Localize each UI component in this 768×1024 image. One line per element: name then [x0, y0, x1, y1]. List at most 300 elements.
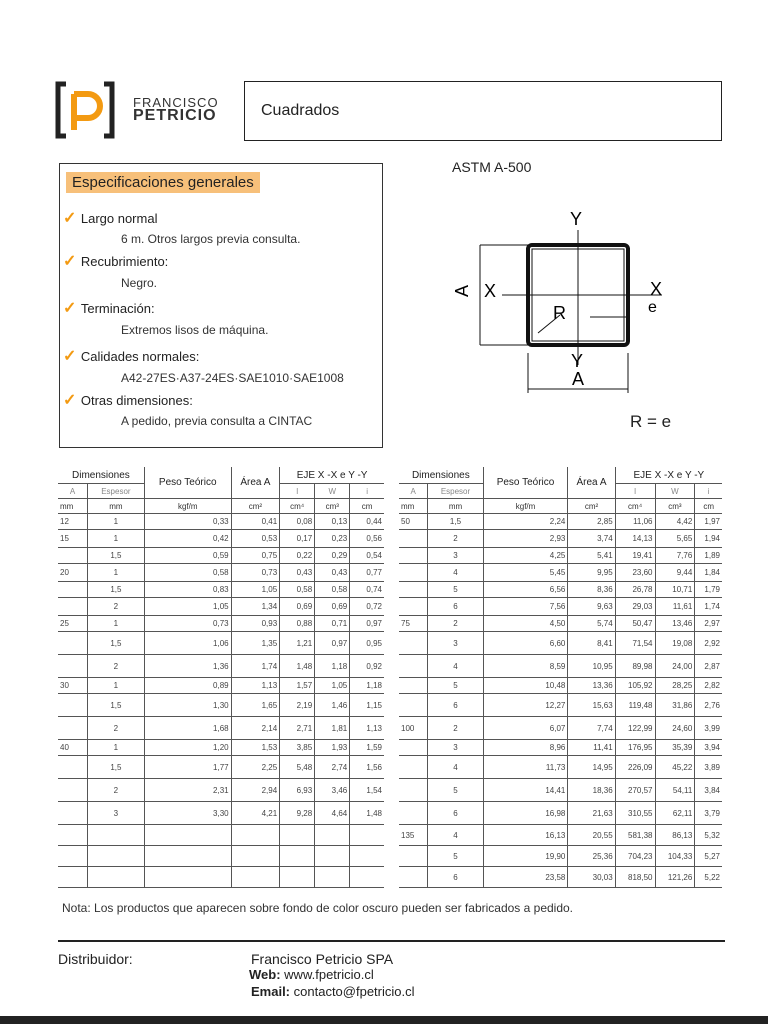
- table-cell: 3,84: [695, 779, 722, 802]
- table-cell: 8,41: [568, 632, 615, 655]
- unit: cm⁴: [615, 499, 655, 514]
- table-cell: 1,36: [144, 655, 231, 678]
- table-cell: 7,76: [655, 548, 695, 564]
- table-cell: [350, 825, 384, 846]
- table-cell: 12,27: [483, 694, 568, 717]
- table-row: [399, 846, 722, 867]
- table-cell: 226,09: [615, 756, 655, 779]
- table-cell: 29,03: [615, 598, 655, 616]
- table-cell: 11,41: [568, 740, 615, 756]
- sub-a: A: [58, 484, 87, 499]
- table-cell: 1,48: [350, 802, 384, 825]
- table-cell: 3,85: [280, 740, 315, 756]
- table-cell: 0,73: [231, 564, 280, 582]
- table-cell: [58, 779, 87, 802]
- table-cell: 1,46: [315, 694, 350, 717]
- spec-item-0: [63, 208, 157, 228]
- table-cell: 0,56: [350, 530, 384, 548]
- unit: mm: [58, 499, 87, 514]
- table-row: [399, 632, 722, 655]
- table-cell: 20: [58, 564, 87, 582]
- table-cell: 5: [428, 779, 483, 802]
- table-cell: [58, 867, 87, 888]
- table-cell: 5: [428, 582, 483, 598]
- table-cell: 0,89: [144, 678, 231, 694]
- table-cell: 0,17: [280, 530, 315, 548]
- unit: cm: [350, 499, 384, 514]
- sub-i: I: [280, 484, 315, 499]
- table-cell: 0,71: [315, 616, 350, 632]
- company-logo-icon: [54, 80, 116, 140]
- table-cell: 1,84: [695, 564, 722, 582]
- table-cell: 3,79: [695, 802, 722, 825]
- table-cell: 50,47: [615, 616, 655, 632]
- table-cell: [144, 867, 231, 888]
- table-cell: [315, 825, 350, 846]
- page-title: Cuadrados: [261, 102, 340, 119]
- table-row: [399, 564, 722, 582]
- table-cell: 1,06: [144, 632, 231, 655]
- table-cell: 1,54: [350, 779, 384, 802]
- table-cell: 3: [87, 802, 144, 825]
- table-cell: 1,15: [350, 694, 384, 717]
- table-cell: 122,99: [615, 717, 655, 740]
- table-cell: 23,60: [615, 564, 655, 582]
- unit: mm: [399, 499, 428, 514]
- table-cell: 8,36: [568, 582, 615, 598]
- table-row: [58, 514, 384, 530]
- unit: kgf/m: [483, 499, 568, 514]
- table-cell: [58, 548, 87, 564]
- table-cell: 19,90: [483, 846, 568, 867]
- check-icon: ✓: [63, 300, 77, 317]
- table-cell: 75: [399, 616, 428, 632]
- table-cell: [399, 582, 428, 598]
- brand-name-line1: FRANCISCO: [133, 95, 219, 110]
- table-cell: [315, 846, 350, 867]
- sub-w: W: [315, 484, 350, 499]
- table-cell: [58, 598, 87, 616]
- table-cell: 1,56: [350, 756, 384, 779]
- table-cell: [399, 802, 428, 825]
- table-cell: 3: [428, 632, 483, 655]
- table-cell: 1,18: [350, 678, 384, 694]
- table-cell: [399, 740, 428, 756]
- table-cell: 1,77: [144, 756, 231, 779]
- table-cell: 0,69: [315, 598, 350, 616]
- table-cell: 11,73: [483, 756, 568, 779]
- table-row: [399, 655, 722, 678]
- table-cell: 2,14: [231, 717, 280, 740]
- table-cell: [399, 548, 428, 564]
- table-cell: 105,92: [615, 678, 655, 694]
- table-row: [58, 779, 384, 802]
- spec-value: Negro.: [121, 276, 158, 290]
- table-cell: 100: [399, 717, 428, 740]
- table-row: [399, 694, 722, 717]
- table-cell: 1,34: [231, 598, 280, 616]
- table-cell: 26,78: [615, 582, 655, 598]
- table-cell: 2: [87, 598, 144, 616]
- table-cell: 4,42: [655, 514, 695, 530]
- table-cell: 2,97: [695, 616, 722, 632]
- table-cell: 4,25: [483, 548, 568, 564]
- table-cell: 0,43: [315, 564, 350, 582]
- table-cell: 18,36: [568, 779, 615, 802]
- table-cell: 2,31: [144, 779, 231, 802]
- table-row: [399, 548, 722, 564]
- table-cell: 71,54: [615, 632, 655, 655]
- unit: cm²: [568, 499, 615, 514]
- table-cell: [399, 867, 428, 888]
- col-eje: EJE X -X e Y -Y: [615, 467, 722, 484]
- table-cell: 1,59: [350, 740, 384, 756]
- unit: cm⁴: [280, 499, 315, 514]
- unit: cm³: [315, 499, 350, 514]
- table-cell: 0,08: [280, 514, 315, 530]
- x-axis-label-right: X: [650, 279, 663, 299]
- x-axis-label-left: X: [484, 281, 497, 301]
- col-eje: EJE X -X e Y -Y: [280, 467, 384, 484]
- col-dimensiones: Dimensiones: [399, 467, 483, 484]
- table-row: [399, 717, 722, 740]
- table-row: [58, 598, 384, 616]
- table-row: [399, 678, 722, 694]
- table-cell: 0,23: [315, 530, 350, 548]
- table-cell: 9,63: [568, 598, 615, 616]
- table-cell: [350, 846, 384, 867]
- table-cell: [58, 846, 87, 867]
- table-cell: 45,22: [655, 756, 695, 779]
- table-cell: 0,72: [350, 598, 384, 616]
- spec-label: Largo normal: [80, 211, 158, 226]
- check-icon: ✓: [63, 253, 77, 270]
- dimension-a-label-left: A: [452, 284, 472, 297]
- table-row: [399, 867, 722, 888]
- table-cell: 5: [428, 678, 483, 694]
- table-cell: 1,21: [280, 632, 315, 655]
- col-area: Área A: [231, 467, 280, 499]
- table-cell: 6,07: [483, 717, 568, 740]
- table-cell: 1,5: [87, 548, 144, 564]
- table-cell: 2,19: [280, 694, 315, 717]
- table-row: [399, 779, 722, 802]
- table-cell: 0,29: [315, 548, 350, 564]
- table-row: [399, 514, 722, 530]
- table-cell: [315, 867, 350, 888]
- table-cell: 6: [428, 694, 483, 717]
- table-cell: 5,65: [655, 530, 695, 548]
- email-label: Email:: [251, 984, 291, 999]
- table-row: [58, 756, 384, 779]
- table-row: [399, 756, 722, 779]
- table-cell: 14,41: [483, 779, 568, 802]
- square-tube-section-diagram: [440, 205, 700, 400]
- table-row: [58, 548, 384, 564]
- table-cell: 1,94: [695, 530, 722, 548]
- table-cell: [58, 825, 87, 846]
- table-cell: 10,95: [568, 655, 615, 678]
- table-cell: [58, 632, 87, 655]
- table-cell: 20,55: [568, 825, 615, 846]
- table-cell: 40: [58, 740, 87, 756]
- email-link[interactable]: contacto@fpetricio.cl: [293, 984, 415, 999]
- table-cell: 2: [87, 655, 144, 678]
- table-cell: 15,63: [568, 694, 615, 717]
- table-row: [399, 530, 722, 548]
- table-cell: 6: [428, 598, 483, 616]
- table-cell: 0,69: [280, 598, 315, 616]
- table-cell: 0,97: [350, 616, 384, 632]
- sub-a: A: [399, 484, 428, 499]
- table-cell: 2,25: [231, 756, 280, 779]
- table-body-left: [58, 514, 384, 888]
- col-dimensiones: Dimensiones: [58, 467, 144, 484]
- table-cell: [58, 802, 87, 825]
- table-cell: 270,57: [615, 779, 655, 802]
- spec-item-4: [63, 390, 193, 410]
- table-cell: 1,5: [87, 632, 144, 655]
- col-peso: Peso Teórico: [144, 467, 231, 499]
- table-cell: 1,30: [144, 694, 231, 717]
- table-cell: 9,95: [568, 564, 615, 582]
- table-row: [58, 582, 384, 598]
- table-cell: 0,13: [315, 514, 350, 530]
- table-cell: [144, 825, 231, 846]
- spec-label: Terminación:: [80, 301, 155, 316]
- table-cell: 15: [58, 530, 87, 548]
- table-cell: 1,97: [695, 514, 722, 530]
- table-cell: 1,18: [315, 655, 350, 678]
- sub-ri: i: [695, 484, 722, 499]
- table-cell: 3,30: [144, 802, 231, 825]
- table-cell: 4: [428, 756, 483, 779]
- table-cell: 3: [428, 548, 483, 564]
- table-cell: 0,83: [144, 582, 231, 598]
- table-cell: 818,50: [615, 867, 655, 888]
- table-cell: 0,88: [280, 616, 315, 632]
- spec-item-3: [63, 346, 199, 366]
- table-cell: 24,60: [655, 717, 695, 740]
- table-row: [58, 867, 384, 888]
- y-axis-label-bottom: Y: [571, 351, 584, 371]
- table-cell: 1,05: [231, 582, 280, 598]
- standard-label: ASTM A-500: [452, 159, 532, 175]
- sub-ri: i: [350, 484, 384, 499]
- table-cell: 2,24: [483, 514, 568, 530]
- table-cell: 0,95: [350, 632, 384, 655]
- table-cell: [231, 825, 280, 846]
- table-cell: [87, 825, 144, 846]
- table-cell: 0,53: [231, 530, 280, 548]
- table-cell: 0,41: [231, 514, 280, 530]
- table-row: [58, 655, 384, 678]
- table-cell: 0,74: [350, 582, 384, 598]
- table-cell: 2,92: [695, 632, 722, 655]
- table-cell: 6: [428, 802, 483, 825]
- table-cell: 1,48: [280, 655, 315, 678]
- table-cell: 50: [399, 514, 428, 530]
- table-row: [58, 632, 384, 655]
- table-cell: 0,43: [280, 564, 315, 582]
- table-cell: 581,38: [615, 825, 655, 846]
- table-cell: 62,11: [655, 802, 695, 825]
- table-cell: 0,73: [144, 616, 231, 632]
- table-row: [399, 740, 722, 756]
- table-cell: [399, 846, 428, 867]
- sub-w: W: [655, 484, 695, 499]
- table-cell: 0,97: [315, 632, 350, 655]
- table-cell: [58, 717, 87, 740]
- table-row: [58, 564, 384, 582]
- table-cell: 1,35: [231, 632, 280, 655]
- table-row: [58, 846, 384, 867]
- table-row: [58, 717, 384, 740]
- table-cell: 54,11: [655, 779, 695, 802]
- table-row: [399, 825, 722, 846]
- table-cell: 4: [428, 825, 483, 846]
- title-box: [244, 81, 722, 141]
- table-row: [58, 616, 384, 632]
- table-cell: 0,58: [315, 582, 350, 598]
- table-cell: 2,71: [280, 717, 315, 740]
- table-cell: [280, 825, 315, 846]
- table-cell: [399, 779, 428, 802]
- spec-label: Recubrimiento:: [80, 254, 169, 269]
- spec-item-1: [63, 251, 168, 271]
- unit: mm: [87, 499, 144, 514]
- table-cell: 7,56: [483, 598, 568, 616]
- table-cell: 0,58: [280, 582, 315, 598]
- table-row: [58, 825, 384, 846]
- table-cell: 6,60: [483, 632, 568, 655]
- table-cell: 4: [428, 564, 483, 582]
- dimension-a-label-bottom: A: [572, 369, 585, 389]
- table-cell: 2: [428, 717, 483, 740]
- check-icon: ✓: [63, 348, 77, 365]
- table-row: [58, 740, 384, 756]
- table-cell: 0,93: [231, 616, 280, 632]
- table-cell: 2,87: [695, 655, 722, 678]
- thickness-label: e: [648, 299, 657, 316]
- table-cell: 3: [428, 740, 483, 756]
- table-cell: 1,68: [144, 717, 231, 740]
- website-line: [249, 967, 374, 982]
- table-cell: [231, 846, 280, 867]
- table-cell: 2: [87, 717, 144, 740]
- col-peso: Peso Teórico: [483, 467, 568, 499]
- table-cell: 13,46: [655, 616, 695, 632]
- table-cell: 1,5: [87, 694, 144, 717]
- table-cell: 24,00: [655, 655, 695, 678]
- table-cell: 1,05: [315, 678, 350, 694]
- table-cell: 1,79: [695, 582, 722, 598]
- table-cell: 5,41: [568, 548, 615, 564]
- table-row: [58, 802, 384, 825]
- specs-heading: Especificaciones generales: [66, 172, 260, 193]
- table-cell: 0,42: [144, 530, 231, 548]
- table-cell: 25: [58, 616, 87, 632]
- table-cell: 7,74: [568, 717, 615, 740]
- table-cell: 0,33: [144, 514, 231, 530]
- table-cell: 89,98: [615, 655, 655, 678]
- table-cell: 5,45: [483, 564, 568, 582]
- spec-label: Otras dimensiones:: [80, 393, 193, 408]
- table-cell: 28,25: [655, 678, 695, 694]
- table-cell: 30,03: [568, 867, 615, 888]
- sub-espesor: Espesor: [87, 484, 144, 499]
- spec-value: A pedido, previa consulta a CINTAC: [121, 414, 313, 428]
- table-cell: 3,74: [568, 530, 615, 548]
- table-row: [399, 802, 722, 825]
- website-link[interactable]: www.fpetricio.cl: [284, 967, 374, 982]
- table-cell: 19,41: [615, 548, 655, 564]
- table-cell: 31,86: [655, 694, 695, 717]
- table-cell: 2: [428, 530, 483, 548]
- table-cell: 1,93: [315, 740, 350, 756]
- table-cell: 16,98: [483, 802, 568, 825]
- table-cell: 19,08: [655, 632, 695, 655]
- distributor-label: Distribuidor:: [58, 951, 133, 967]
- table-cell: 12: [58, 514, 87, 530]
- table-cell: 1,13: [231, 678, 280, 694]
- table-cell: 1: [87, 530, 144, 548]
- table-cell: 1,05: [144, 598, 231, 616]
- table-cell: 30: [58, 678, 87, 694]
- table-cell: 4,64: [315, 802, 350, 825]
- table-cell: 35,39: [655, 740, 695, 756]
- table-cell: 704,23: [615, 846, 655, 867]
- table-cell: 2,85: [568, 514, 615, 530]
- unit: cm²: [231, 499, 280, 514]
- table-cell: 14,13: [615, 530, 655, 548]
- table-cell: 2: [87, 779, 144, 802]
- radius-label: R: [553, 303, 566, 323]
- table-cell: [399, 564, 428, 582]
- table-cell: 1,65: [231, 694, 280, 717]
- table-cell: 11,06: [615, 514, 655, 530]
- table-cell: 14,95: [568, 756, 615, 779]
- table-cell: [58, 694, 87, 717]
- table-cell: 5,32: [695, 825, 722, 846]
- table-cell: 1,81: [315, 717, 350, 740]
- table-cell: 3,46: [315, 779, 350, 802]
- table-cell: 5: [428, 846, 483, 867]
- table-cell: 9,28: [280, 802, 315, 825]
- table-cell: 1,74: [231, 655, 280, 678]
- sub-espesor: Espesor: [428, 484, 483, 499]
- sub-i: I: [615, 484, 655, 499]
- table-cell: [58, 582, 87, 598]
- table-cell: 10,48: [483, 678, 568, 694]
- table-cell: [280, 867, 315, 888]
- table-cell: 1: [87, 564, 144, 582]
- table-cell: 2,76: [695, 694, 722, 717]
- table-cell: 1,89: [695, 548, 722, 564]
- table-cell: 1,57: [280, 678, 315, 694]
- divider: [58, 940, 725, 942]
- table-cell: [399, 678, 428, 694]
- table-cell: 0,44: [350, 514, 384, 530]
- table-row: [58, 694, 384, 717]
- table-cell: 119,48: [615, 694, 655, 717]
- table-cell: 0,77: [350, 564, 384, 582]
- table-cell: [399, 598, 428, 616]
- table-row: [399, 616, 722, 632]
- dimensions-table-left: [58, 467, 384, 888]
- table-cell: 3,99: [695, 717, 722, 740]
- spec-value: A42-27ES·A37-24ES·SAE1010·SAE1008: [121, 371, 344, 385]
